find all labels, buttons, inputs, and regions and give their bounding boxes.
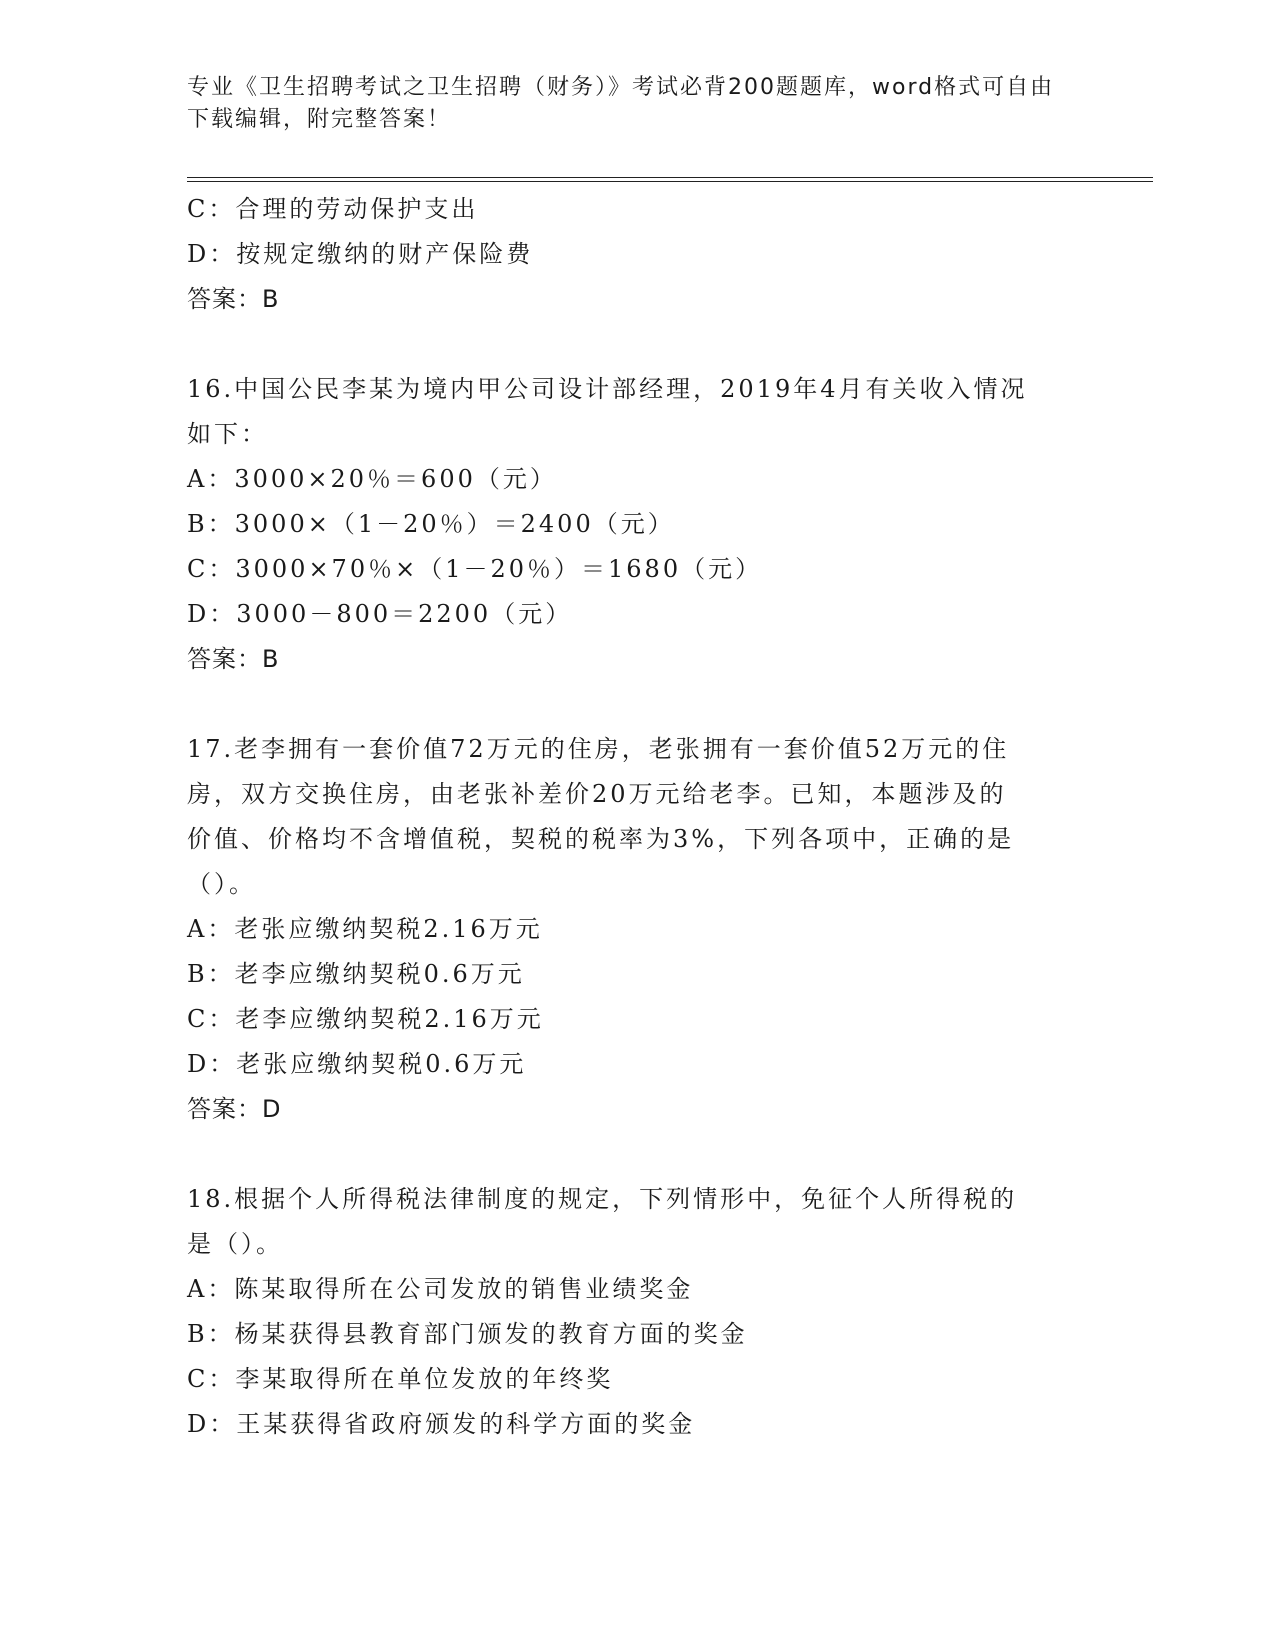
option-b: B：老李应缴纳契税0.6万元 xyxy=(187,960,525,988)
question-17 xyxy=(187,727,1087,1132)
option-b: B：3000×（1－20％）＝2400（元） xyxy=(187,510,675,538)
answer-line: 答案：B xyxy=(187,285,280,313)
header-divider xyxy=(187,177,1153,182)
answer-line: 答案：D xyxy=(187,1095,282,1123)
option-b: B：杨某获得县教育部门颁发的教育方面的奖金 xyxy=(187,1320,748,1348)
option-d: D：3000－800＝2200（元） xyxy=(187,600,573,628)
option-d: D：王某获得省政府颁发的科学方面的奖金 xyxy=(187,1410,696,1438)
option-c: C：合理的劳动保护支出 xyxy=(187,195,479,223)
question-18 xyxy=(187,1177,1087,1447)
spacer xyxy=(187,1132,1087,1177)
question-stem: 17.老李拥有一套价值72万元的住房，老张拥有一套价值52万元的住 xyxy=(187,735,1010,763)
option-d: D：老张应缴纳契税0.6万元 xyxy=(187,1050,527,1078)
question-stem: 如下： xyxy=(187,420,268,448)
option-c: C：老李应缴纳契税2.16万元 xyxy=(187,1005,544,1033)
question-stem: 16.中国公民李某为境内甲公司设计部经理，2019年4月有关收入情况 xyxy=(187,375,1028,403)
question-stem: 房，双方交换住房，由老张补差价20万元给老李。已知，本题涉及的 xyxy=(187,780,1007,808)
option-c: C：李某取得所在单位发放的年终奖 xyxy=(187,1365,614,1393)
page-header: 专业《卫生招聘考试之卫生招聘（财务）》考试必背200题题库，word格式可自由下载编辑，附完整答案！ xyxy=(187,75,1055,132)
question-stem: （）。 xyxy=(187,870,256,898)
question-stem: 价值、价格均不含增值税，契税的税率为3%，下列各项中，正确的是 xyxy=(187,825,1015,853)
question-content xyxy=(187,187,1087,1447)
option-c: C：3000×70％×（1－20％）＝1680（元） xyxy=(187,555,763,583)
spacer xyxy=(187,682,1087,727)
option-d: D：按规定缴纳的财产保险费 xyxy=(187,240,534,268)
option-a: A：3000×20％＝600（元） xyxy=(187,465,557,493)
spacer xyxy=(187,322,1087,367)
option-a: A：老张应缴纳契税2.16万元 xyxy=(187,915,543,943)
question-16 xyxy=(187,367,1087,682)
question-stem: 是（）。 xyxy=(187,1230,283,1258)
question-stem: 18.根据个人所得税法律制度的规定，下列情形中，免征个人所得税的 xyxy=(187,1185,1018,1213)
answer-line: 答案：B xyxy=(187,645,280,673)
option-a: A：陈某取得所在公司发放的销售业绩奖金 xyxy=(187,1275,694,1303)
